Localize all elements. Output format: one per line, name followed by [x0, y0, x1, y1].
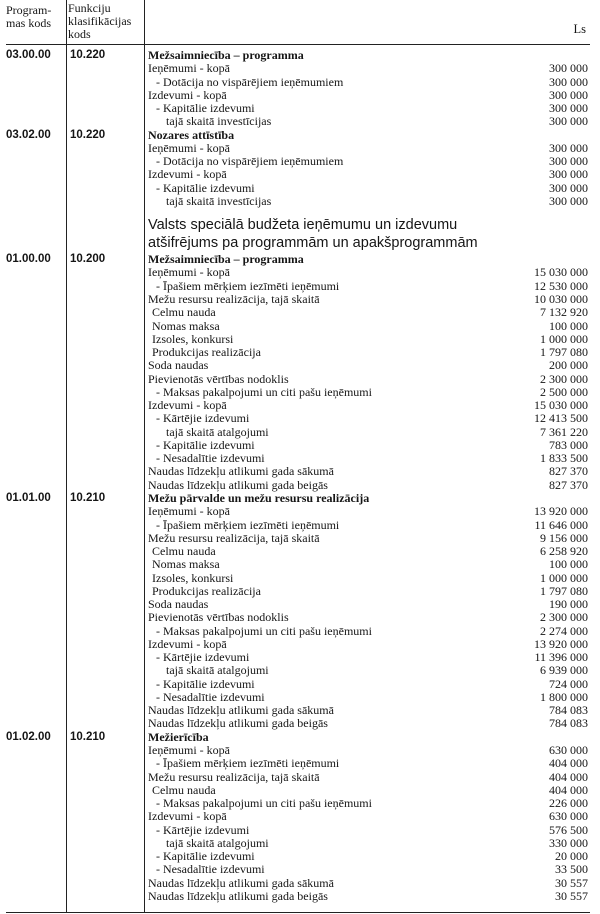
row-value: 630 000 — [549, 809, 588, 824]
row-value: 2 300 000 — [540, 371, 588, 386]
row-label: Izdevumi - kopā — [148, 398, 227, 413]
row-value: 12 413 500 — [534, 411, 588, 426]
table-row — [0, 625, 600, 638]
row-value: 11 646 000 — [534, 517, 588, 532]
table-header — [0, 0, 600, 44]
row-value: 2 274 000 — [540, 623, 588, 638]
row-value: 9 156 000 — [540, 530, 588, 545]
table-row — [0, 757, 600, 770]
row-value: 300 000 — [549, 167, 588, 182]
row-label: Celmu nauda — [152, 544, 216, 559]
row-label: Ieņēmumi - kopā — [148, 265, 230, 280]
table-row — [0, 638, 600, 651]
row-value: 30 557 — [555, 888, 588, 903]
row-value: 6 258 920 — [540, 544, 588, 559]
table-row — [0, 664, 600, 677]
table-row — [0, 797, 600, 810]
header-function-code-line1: Funkciju — [68, 1, 111, 15]
table-row — [0, 505, 600, 518]
row-label: tajā skaitā investīcijas — [166, 193, 272, 208]
header-divider — [6, 44, 590, 45]
spacer-row — [0, 208, 600, 217]
row-label: - Kapitālie izdevumi — [156, 101, 255, 116]
row-value: 200 000 — [549, 358, 588, 373]
row-label: - Kapitālie izdevumi — [156, 180, 255, 195]
row-label: - Īpašiem mērķiem iezīmēti ieņēmumi — [156, 517, 340, 532]
row-value: 1 000 000 — [540, 570, 588, 585]
table-row — [0, 611, 600, 624]
row-value: 1 833 500 — [540, 451, 588, 466]
table-row — [0, 532, 600, 545]
function-code-cell: 10.210 — [70, 730, 106, 743]
row-label: Mežsaimniecība – programma — [148, 252, 304, 267]
table-row — [0, 678, 600, 691]
table-row — [0, 306, 600, 319]
table-row — [0, 89, 600, 102]
table-row — [0, 62, 600, 75]
row-label: - Nesadalītie izdevumi — [156, 862, 265, 877]
table-row — [0, 115, 600, 128]
row-value: 7 132 920 — [540, 305, 588, 320]
row-label: Mežierīcība — [148, 729, 209, 744]
table-row — [0, 810, 600, 823]
table-row — [0, 182, 600, 195]
function-code-cell: 10.200 — [70, 253, 106, 266]
row-label: - Maksas pakalpojumi un citi pašu ieņēmumi — [156, 623, 372, 638]
row-label: - Maksas pakalpojumi un citi pašu ieņēmumi — [156, 796, 372, 811]
table-row — [0, 293, 600, 306]
row-label: - Īpašiem mērķiem iezīmēti ieņēmumi — [156, 756, 340, 771]
table-row — [0, 452, 600, 465]
row-label: Izsoles, konkursi — [152, 331, 234, 346]
row-label: - Maksas pakalpojumi un citi pašu ieņēmumi — [156, 384, 372, 399]
table-row — [0, 373, 600, 386]
row-value: 404 000 — [549, 756, 588, 771]
row-label: tajā skaitā investīcijas — [166, 114, 272, 129]
table-row — [0, 771, 600, 784]
row-label: Produkcijas realizācija — [152, 583, 261, 598]
row-value: 300 000 — [549, 74, 588, 89]
row-label: Ieņēmumi - kopā — [148, 140, 230, 155]
row-label: Naudas līdzekļu atlikumi gada sākumā — [148, 464, 334, 479]
row-value: 630 000 — [549, 743, 588, 758]
row-label: Izdevumi - kopā — [148, 636, 227, 651]
table-row — [0, 412, 600, 425]
row-label: Izdevumi - kopā — [148, 167, 227, 182]
row-value: 1 797 080 — [540, 345, 588, 360]
row-value: 784 083 — [549, 716, 588, 731]
row-label: Izsoles, konkursi — [152, 570, 234, 585]
header-program-code — [6, 4, 66, 30]
row-label: - Kapitālie izdevumi — [156, 849, 255, 864]
row-value: 1 800 000 — [540, 689, 588, 704]
row-label: - Nesadalītie izdevumi — [156, 689, 265, 704]
row-value: 190 000 — [549, 597, 588, 612]
row-value: 827 370 — [549, 477, 588, 492]
table-row — [0, 359, 600, 372]
row-value: 300 000 — [549, 61, 588, 76]
row-value: 2 500 000 — [540, 384, 588, 399]
row-value: 12 530 000 — [534, 278, 588, 293]
row-label: - Kārtējie izdevumi — [156, 411, 250, 426]
table-row — [0, 519, 600, 532]
row-label: Mežu pārvalde un mežu resursu realizācija — [148, 490, 370, 505]
row-value: 784 083 — [549, 703, 588, 718]
row-value: 827 370 — [549, 464, 588, 479]
table-row — [0, 195, 600, 208]
program-code-cell: 01.00.00 — [6, 253, 51, 266]
header-program-code-line2: mas kods — [6, 16, 51, 30]
row-label: - Dotācija no vispārējiem ieņēmumiem — [156, 74, 344, 89]
program-title-row — [0, 49, 600, 62]
row-label: Nozares attīstība — [148, 127, 235, 142]
header-function-code-line3: kods — [68, 27, 91, 41]
header-function-code-line2: klasifikācijas — [68, 14, 132, 28]
row-label: Izdevumi - kopā — [148, 87, 227, 102]
row-value: 1 797 080 — [540, 583, 588, 598]
row-label: Naudas līdzekļu atlikumi gada beigās — [148, 888, 328, 903]
row-label: Celmu nauda — [152, 782, 216, 797]
row-label: Celmu nauda — [152, 305, 216, 320]
row-label: Mežu resursu realizācija, tajā skaitā — [148, 769, 320, 784]
row-label: - Nesadalītie izdevumi — [156, 451, 265, 466]
row-value: 10 030 000 — [534, 291, 588, 306]
row-label: Ieņēmumi - kopā — [148, 61, 230, 76]
section-heading-row — [0, 235, 600, 253]
row-label: Naudas līdzekļu atlikumi gada sākumā — [148, 875, 334, 890]
header-program-code-line1: Program- — [6, 3, 52, 17]
table-row — [0, 863, 600, 876]
row-label: Produkcijas realizācija — [152, 345, 261, 360]
row-label: - Kapitālie izdevumi — [156, 676, 255, 691]
program-code-cell: 01.02.00 — [6, 730, 51, 743]
table-row — [0, 320, 600, 333]
table-row — [0, 142, 600, 155]
table-row — [0, 651, 600, 664]
table-row — [0, 280, 600, 293]
table-row — [0, 479, 600, 492]
row-label: Mežu resursu realizācija, tajā skaitā — [148, 530, 320, 545]
row-label: - Īpašiem mērķiem iezīmēti ieņēmumi — [156, 278, 340, 293]
row-value: 300 000 — [549, 180, 588, 195]
row-label: Naudas līdzekļu atlikumi gada beigās — [148, 716, 328, 731]
table-row — [0, 585, 600, 598]
row-value: 300 000 — [549, 101, 588, 116]
row-label: Soda naudas — [148, 358, 209, 373]
table-row — [0, 824, 600, 837]
row-value: 576 500 — [549, 822, 588, 837]
table-row — [0, 717, 600, 730]
row-label: Izdevumi - kopā — [148, 809, 227, 824]
row-label: Valsts speciālā budžeta ieņēmumu un izdevumu — [148, 217, 458, 234]
row-value: 20 000 — [555, 849, 588, 864]
row-value: 300 000 — [549, 154, 588, 169]
table-row — [0, 572, 600, 585]
program-title-row — [0, 129, 600, 142]
table-row — [0, 744, 600, 757]
row-label: Nomas maksa — [152, 318, 220, 333]
row-value: 300 000 — [549, 114, 588, 129]
row-value: 300 000 — [549, 87, 588, 102]
table-body — [0, 49, 600, 903]
table-row — [0, 784, 600, 797]
table-row — [0, 837, 600, 850]
table-row — [0, 850, 600, 863]
row-value: 13 920 000 — [534, 504, 588, 519]
table-row — [0, 346, 600, 359]
table-row — [0, 386, 600, 399]
row-label: Soda naudas — [148, 597, 209, 612]
row-value: 15 030 000 — [534, 265, 588, 280]
program-title-row — [0, 492, 600, 505]
row-value: 100 000 — [549, 318, 588, 333]
row-label: Ieņēmumi - kopā — [148, 743, 230, 758]
table-row — [0, 877, 600, 890]
table-row — [0, 168, 600, 181]
row-label: tajā skaitā atalgojumi — [166, 424, 269, 439]
table-row — [0, 155, 600, 168]
row-label: - Dotācija no vispārējiem ieņēmumiem — [156, 154, 344, 169]
row-value: 6 939 000 — [540, 663, 588, 678]
section-heading-row — [0, 217, 600, 235]
row-value: 724 000 — [549, 676, 588, 691]
row-label: tajā skaitā atalgojumi — [166, 663, 269, 678]
row-label: Naudas līdzekļu atlikumi gada beigās — [148, 477, 328, 492]
table-row — [0, 266, 600, 279]
function-code-cell: 10.210 — [70, 491, 106, 504]
row-label: Pievienotās vērtības nodoklis — [148, 371, 289, 386]
table-row — [0, 598, 600, 611]
row-value: 783 000 — [549, 437, 588, 452]
row-label: Ieņēmumi - kopā — [148, 504, 230, 519]
table-row — [0, 704, 600, 717]
row-label: Mežu resursu realizācija, tajā skaitā — [148, 291, 320, 306]
program-title-row — [0, 253, 600, 266]
row-value: 13 920 000 — [534, 636, 588, 651]
table-row — [0, 558, 600, 571]
header-function-code — [68, 2, 148, 41]
row-label: Nomas maksa — [152, 557, 220, 572]
row-value: 11 396 000 — [534, 650, 588, 665]
row-value: 1 000 000 — [540, 331, 588, 346]
table-row — [0, 76, 600, 89]
row-value: 404 000 — [549, 782, 588, 797]
program-code-cell: 03.00.00 — [6, 49, 51, 61]
table-row — [0, 102, 600, 115]
table-bottom-border — [6, 912, 590, 913]
row-value: 404 000 — [549, 769, 588, 784]
header-currency: Ls — [573, 22, 586, 36]
program-code-cell: 03.02.00 — [6, 128, 51, 141]
row-value: 33 500 — [555, 862, 588, 877]
table-row — [0, 691, 600, 704]
row-value: 300 000 — [549, 140, 588, 155]
program-code-cell: 01.01.00 — [6, 491, 51, 504]
table-row — [0, 426, 600, 439]
program-title-row — [0, 731, 600, 744]
table-row — [0, 333, 600, 346]
table-row — [0, 890, 600, 903]
row-label: - Kapitālie izdevumi — [156, 437, 255, 452]
row-label: tajā skaitā atalgojumi — [166, 835, 269, 850]
row-label: atšifrējums pa programmām un apakšprogrammām — [148, 235, 478, 252]
row-label: Pievienotās vērtības nodoklis — [148, 610, 289, 625]
table-row — [0, 439, 600, 452]
row-value: 15 030 000 — [534, 398, 588, 413]
row-label: Mežsaimniecība – programma — [148, 48, 304, 62]
row-label: - Kārtējie izdevumi — [156, 650, 250, 665]
function-code-cell: 10.220 — [70, 49, 106, 61]
row-value: 30 557 — [555, 875, 588, 890]
table-row — [0, 399, 600, 412]
row-label: - Kārtējie izdevumi — [156, 822, 250, 837]
row-value: 7 361 220 — [540, 424, 588, 439]
table-row — [0, 465, 600, 478]
row-value: 300 000 — [549, 193, 588, 208]
row-value: 2 300 000 — [540, 610, 588, 625]
row-label: Naudas līdzekļu atlikumi gada sākumā — [148, 703, 334, 718]
row-value: 100 000 — [549, 557, 588, 572]
table-row — [0, 545, 600, 558]
function-code-cell: 10.220 — [70, 128, 106, 141]
row-value: 226 000 — [549, 796, 588, 811]
row-value: 330 000 — [549, 835, 588, 850]
